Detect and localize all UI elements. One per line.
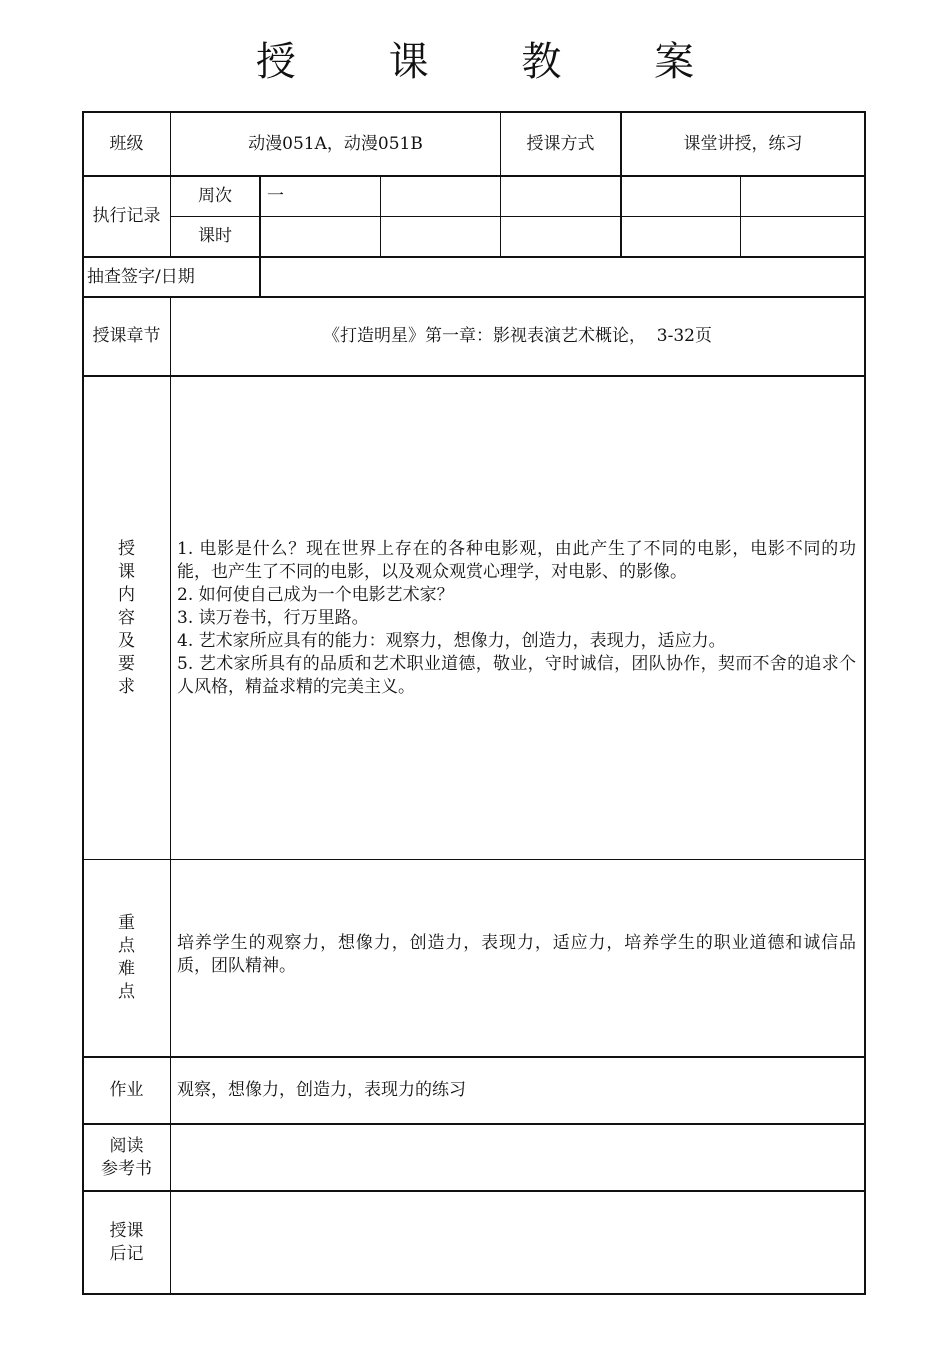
week-value: 一 (267, 186, 284, 206)
chapter-label: 授课章节 (92, 326, 161, 346)
notes-label-line: 授课 (109, 1220, 144, 1241)
reading-label-line: 阅读 (109, 1135, 144, 1156)
class-value: 动漫051A，动漫051B (248, 133, 423, 154)
content-list (177, 538, 856, 699)
content-item: 3. 读万卷书，行万里路。 (177, 607, 369, 628)
notes-label-line: 后记 (109, 1243, 144, 1264)
content-item: 4. 艺术家所应具有的能力：观察力，想像力，创造力，表现力，适应力。 (177, 630, 726, 651)
content-label-char: 授 (118, 538, 135, 559)
period-label: 课时 (198, 226, 232, 246)
key-points-label-stack (118, 912, 135, 1004)
page-title: 授 课 教 案 (255, 39, 735, 85)
content-label-stack (118, 538, 135, 699)
reading-label-stack (101, 1135, 152, 1181)
content-label (83, 377, 170, 859)
content-item: 1. 电影是什么？现在世界上存在的各种电影观，由此产生了不同的电影，电影不同的功能，也产生了不同的电影，以及观众观赏心理学，对电影、的影像。 (177, 538, 856, 582)
content-label-char: 容 (118, 607, 135, 628)
check-signature-label: 抽查签字/日期 (87, 266, 195, 287)
class-label: 班级 (109, 133, 144, 154)
teaching-method-value: 课堂讲授，练习 (683, 133, 803, 154)
content-label-char: 内 (118, 584, 135, 605)
content-body (171, 377, 864, 859)
key-points-label-char: 难 (118, 959, 135, 979)
content-label-char: 要 (118, 653, 135, 674)
key-points-label (83, 860, 170, 1056)
week-label: 周次 (198, 186, 232, 206)
key-points-label-char: 点 (118, 936, 135, 956)
content-label-char: 及 (118, 630, 135, 651)
execution-record-label: 执行记录 (92, 206, 161, 226)
content-item: 2. 如何使自己成为一个电影艺术家？ (177, 584, 454, 605)
content-item: 5. 艺术家所具有的品质和艺术职业道德，敬业，守时诚信，团队协作，契而不舍的追求个人风格，精益求精的完美主义。 (177, 653, 856, 697)
teaching-method-label: 授课方式 (526, 133, 595, 154)
key-points-label-char: 点 (118, 982, 135, 1002)
key-points-value: 培养学生的观察力，想像力，创造力，表现力，适应力，培养学生的职业道德和诚信品质，团队精神。 (177, 933, 856, 976)
reading-label (83, 1125, 170, 1190)
homework-label: 作业 (109, 1080, 144, 1100)
key-points-body (171, 860, 864, 1056)
content-label-char: 课 (118, 561, 135, 582)
content-label-char: 求 (118, 676, 135, 697)
key-points-label-char: 重 (118, 913, 135, 933)
notes-label (83, 1192, 170, 1293)
homework-value: 观察，想像力，创造力，表现力的练习 (177, 1080, 466, 1100)
chapter-value: 《打造明星》第一章：影视表演艺术概论， 3-32页 (323, 326, 712, 346)
notes-label-stack (110, 1220, 144, 1266)
reading-label-line: 参考书 (101, 1158, 152, 1179)
